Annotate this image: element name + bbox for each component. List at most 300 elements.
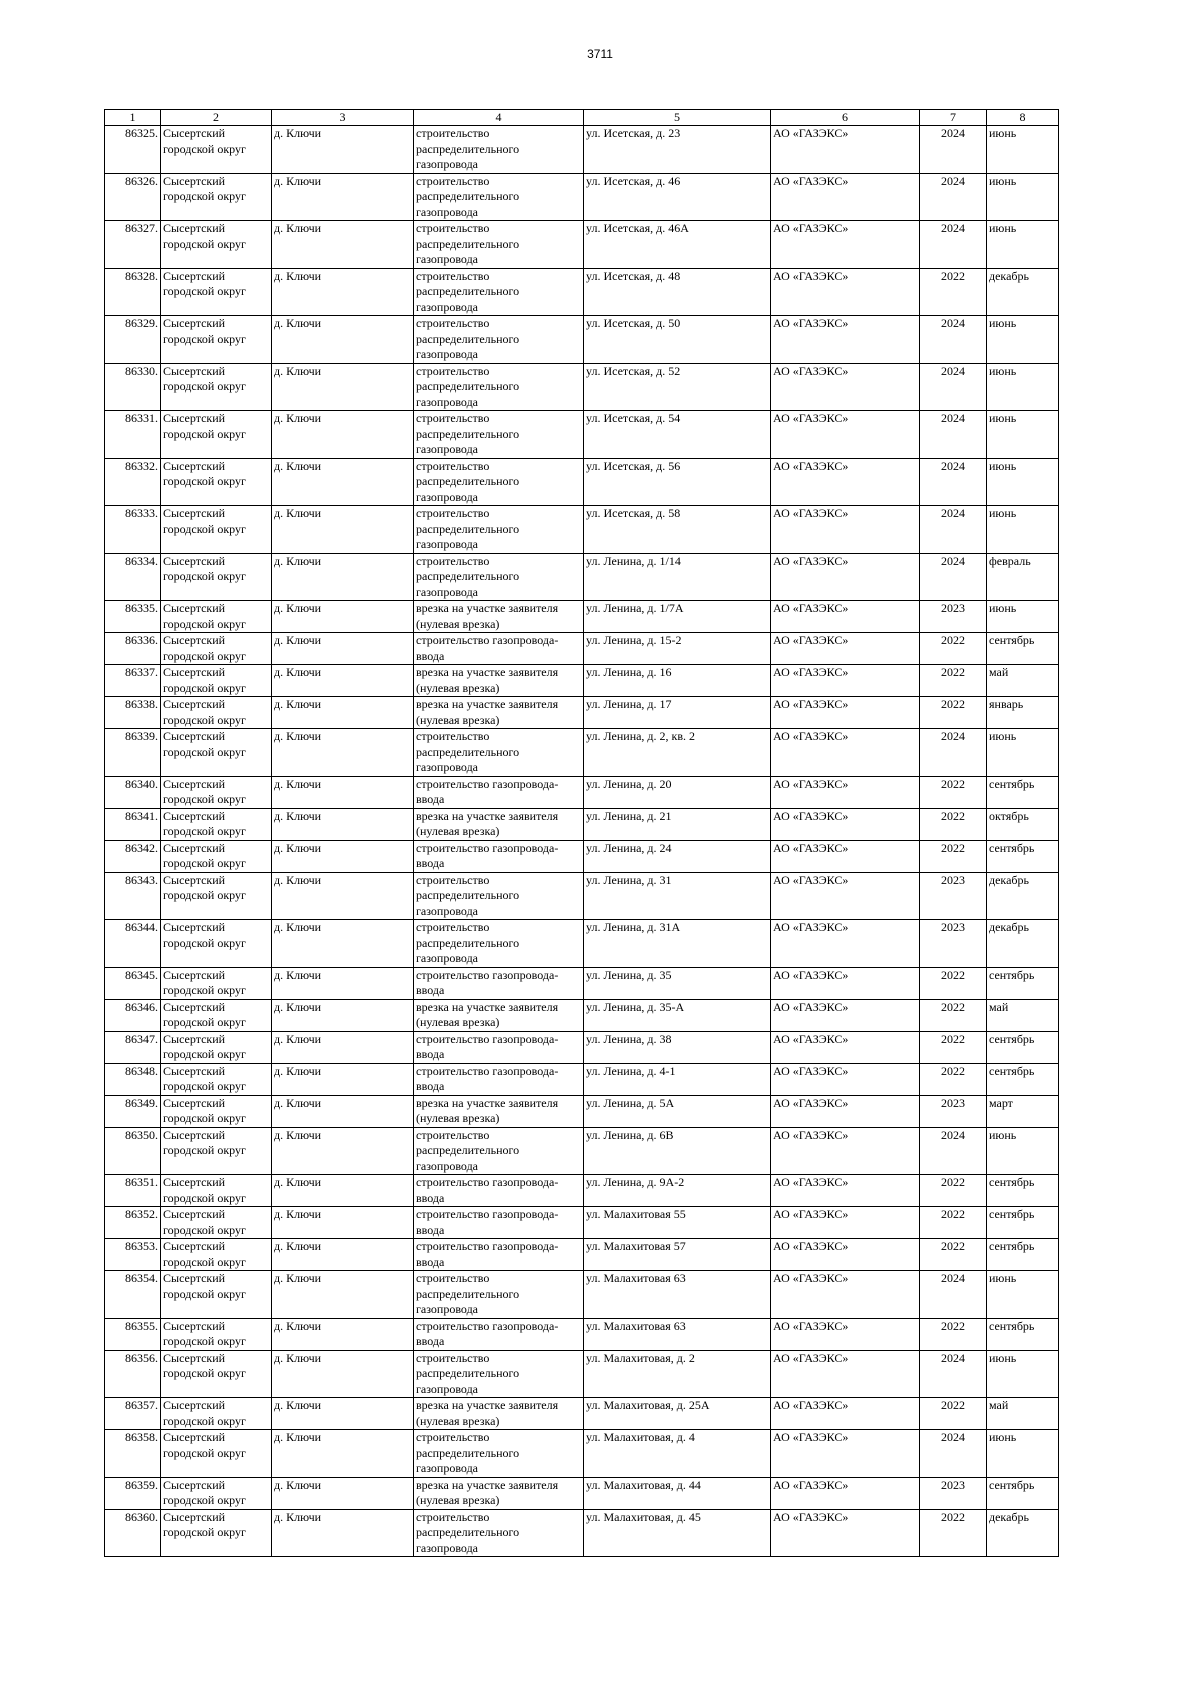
organization-cell: АО «ГАЗЭКС» bbox=[771, 1430, 920, 1478]
address-cell: ул. Малахитовая, д. 4 bbox=[584, 1430, 771, 1478]
month-cell: сентябрь bbox=[987, 776, 1059, 808]
locality-cell: д. Ключи bbox=[272, 1477, 414, 1509]
work-type-cell: строительство распределительного газопровода bbox=[414, 1271, 584, 1319]
month-cell: январь bbox=[987, 697, 1059, 729]
organization-cell: АО «ГАЗЭКС» bbox=[771, 316, 920, 364]
work-type-cell: строительство газопровода-ввода bbox=[414, 1031, 584, 1063]
month-cell: май bbox=[987, 1398, 1059, 1430]
address-cell: ул. Ленина, д. 5А bbox=[584, 1095, 771, 1127]
month-cell: сентябрь bbox=[987, 1477, 1059, 1509]
work-type-cell: строительство распределительного газопровода bbox=[414, 316, 584, 364]
year-cell: 2022 bbox=[920, 1207, 987, 1239]
district-cell: Сысертский городской округ bbox=[161, 840, 272, 872]
locality-cell: д. Ключи bbox=[272, 316, 414, 364]
row-number: 86352. bbox=[105, 1207, 161, 1239]
organization-cell: АО «ГАЗЭКС» bbox=[771, 1095, 920, 1127]
month-cell: сентябрь bbox=[987, 1175, 1059, 1207]
organization-cell: АО «ГАЗЭКС» bbox=[771, 601, 920, 633]
month-cell: июнь bbox=[987, 173, 1059, 221]
locality-cell: д. Ключи bbox=[272, 776, 414, 808]
district-cell: Сысертский городской округ bbox=[161, 633, 272, 665]
table-row bbox=[105, 729, 1059, 777]
district-cell: Сысертский городской округ bbox=[161, 1350, 272, 1398]
year-cell: 2022 bbox=[920, 1063, 987, 1095]
table-row bbox=[105, 967, 1059, 999]
year-cell: 2024 bbox=[920, 363, 987, 411]
district-cell: Сысертский городской округ bbox=[161, 1031, 272, 1063]
district-cell: Сысертский городской округ bbox=[161, 776, 272, 808]
address-cell: ул. Ленина, д. 6В bbox=[584, 1127, 771, 1175]
year-cell: 2022 bbox=[920, 967, 987, 999]
table-row bbox=[105, 1063, 1059, 1095]
year-cell: 2023 bbox=[920, 872, 987, 920]
month-cell: май bbox=[987, 665, 1059, 697]
year-cell: 2024 bbox=[920, 1271, 987, 1319]
month-cell: июнь bbox=[987, 363, 1059, 411]
month-cell: июнь bbox=[987, 458, 1059, 506]
work-type-cell: врезка на участке заявителя (нулевая врезка) bbox=[414, 601, 584, 633]
year-cell: 2022 bbox=[920, 1509, 987, 1557]
year-cell: 2024 bbox=[920, 506, 987, 554]
table-row bbox=[105, 872, 1059, 920]
work-type-cell: врезка на участке заявителя (нулевая врезка) bbox=[414, 808, 584, 840]
month-cell: сентябрь bbox=[987, 840, 1059, 872]
locality-cell: д. Ключи bbox=[272, 999, 414, 1031]
district-cell: Сысертский городской округ bbox=[161, 999, 272, 1031]
address-cell: ул. Ленина, д. 1/7А bbox=[584, 601, 771, 633]
address-cell: ул. Малахитовая 57 bbox=[584, 1239, 771, 1271]
year-cell: 2023 bbox=[920, 1095, 987, 1127]
registry-table bbox=[104, 109, 1059, 1557]
locality-cell: д. Ключи bbox=[272, 411, 414, 459]
month-cell: июнь bbox=[987, 506, 1059, 554]
row-number: 86356. bbox=[105, 1350, 161, 1398]
month-cell: сентябрь bbox=[987, 633, 1059, 665]
organization-cell: АО «ГАЗЭКС» bbox=[771, 633, 920, 665]
row-number: 86341. bbox=[105, 808, 161, 840]
work-type-cell: строительство распределительного газопровода bbox=[414, 268, 584, 316]
table-row bbox=[105, 316, 1059, 364]
district-cell: Сысертский городской округ bbox=[161, 268, 272, 316]
organization-cell: АО «ГАЗЭКС» bbox=[771, 1398, 920, 1430]
district-cell: Сысертский городской округ bbox=[161, 1318, 272, 1350]
locality-cell: д. Ключи bbox=[272, 1271, 414, 1319]
table-row bbox=[105, 999, 1059, 1031]
organization-cell: АО «ГАЗЭКС» bbox=[771, 1239, 920, 1271]
month-cell: сентябрь bbox=[987, 967, 1059, 999]
row-number: 86330. bbox=[105, 363, 161, 411]
year-cell: 2022 bbox=[920, 268, 987, 316]
row-number: 86343. bbox=[105, 872, 161, 920]
table-row bbox=[105, 808, 1059, 840]
locality-cell: д. Ключи bbox=[272, 872, 414, 920]
address-cell: ул. Исетская, д. 46А bbox=[584, 221, 771, 269]
district-cell: Сысертский городской округ bbox=[161, 1127, 272, 1175]
district-cell: Сысертский городской округ bbox=[161, 1095, 272, 1127]
work-type-cell: строительство распределительного газопровода bbox=[414, 458, 584, 506]
table-row bbox=[105, 1239, 1059, 1271]
locality-cell: д. Ключи bbox=[272, 553, 414, 601]
table-row bbox=[105, 1207, 1059, 1239]
district-cell: Сысертский городской округ bbox=[161, 126, 272, 174]
locality-cell: д. Ключи bbox=[272, 1239, 414, 1271]
district-cell: Сысертский городской округ bbox=[161, 1063, 272, 1095]
locality-cell: д. Ключи bbox=[272, 840, 414, 872]
organization-cell: АО «ГАЗЭКС» bbox=[771, 1350, 920, 1398]
work-type-cell: врезка на участке заявителя (нулевая врезка) bbox=[414, 999, 584, 1031]
district-cell: Сысертский городской округ bbox=[161, 1477, 272, 1509]
month-cell: июнь bbox=[987, 1350, 1059, 1398]
address-cell: ул. Малахитовая, д. 2 bbox=[584, 1350, 771, 1398]
year-cell: 2022 bbox=[920, 1175, 987, 1207]
month-cell: июнь bbox=[987, 126, 1059, 174]
organization-cell: АО «ГАЗЭКС» bbox=[771, 1063, 920, 1095]
month-cell: июнь bbox=[987, 411, 1059, 459]
work-type-cell: строительство газопровода-ввода bbox=[414, 1207, 584, 1239]
address-cell: ул. Малахитовая 63 bbox=[584, 1271, 771, 1319]
work-type-cell: строительство газопровода-ввода bbox=[414, 1318, 584, 1350]
registry-body bbox=[105, 126, 1059, 1557]
row-number: 86346. bbox=[105, 999, 161, 1031]
work-type-cell: строительство распределительного газопровода bbox=[414, 920, 584, 968]
table-row bbox=[105, 665, 1059, 697]
month-cell: сентябрь bbox=[987, 1207, 1059, 1239]
district-cell: Сысертский городской округ bbox=[161, 1509, 272, 1557]
row-number: 86353. bbox=[105, 1239, 161, 1271]
work-type-cell: строительство распределительного газопровода bbox=[414, 506, 584, 554]
locality-cell: д. Ключи bbox=[272, 268, 414, 316]
table-row bbox=[105, 697, 1059, 729]
work-type-cell: врезка на участке заявителя (нулевая врезка) bbox=[414, 1095, 584, 1127]
locality-cell: д. Ключи bbox=[272, 1398, 414, 1430]
organization-cell: АО «ГАЗЭКС» bbox=[771, 1509, 920, 1557]
organization-cell: АО «ГАЗЭКС» bbox=[771, 458, 920, 506]
organization-cell: АО «ГАЗЭКС» bbox=[771, 1127, 920, 1175]
work-type-cell: строительство распределительного газопровода bbox=[414, 411, 584, 459]
row-number: 86360. bbox=[105, 1509, 161, 1557]
organization-cell: АО «ГАЗЭКС» bbox=[771, 840, 920, 872]
organization-cell: АО «ГАЗЭКС» bbox=[771, 363, 920, 411]
district-cell: Сысертский городской округ bbox=[161, 601, 272, 633]
work-type-cell: строительство распределительного газопровода bbox=[414, 173, 584, 221]
month-cell: декабрь bbox=[987, 920, 1059, 968]
organization-cell: АО «ГАЗЭКС» bbox=[771, 1271, 920, 1319]
row-number: 86340. bbox=[105, 776, 161, 808]
work-type-cell: строительство газопровода-ввода bbox=[414, 1063, 584, 1095]
district-cell: Сысертский городской округ bbox=[161, 967, 272, 999]
table-row bbox=[105, 920, 1059, 968]
work-type-cell: строительство распределительного газопровода bbox=[414, 363, 584, 411]
address-cell: ул. Малахитовая, д. 44 bbox=[584, 1477, 771, 1509]
row-number: 86350. bbox=[105, 1127, 161, 1175]
work-type-cell: строительство газопровода-ввода bbox=[414, 1175, 584, 1207]
locality-cell: д. Ключи bbox=[272, 729, 414, 777]
organization-cell: АО «ГАЗЭКС» bbox=[771, 808, 920, 840]
organization-cell: АО «ГАЗЭКС» bbox=[771, 411, 920, 459]
district-cell: Сысертский городской округ bbox=[161, 1398, 272, 1430]
year-cell: 2024 bbox=[920, 1350, 987, 1398]
row-number: 86345. bbox=[105, 967, 161, 999]
table-row bbox=[105, 1430, 1059, 1478]
row-number: 86355. bbox=[105, 1318, 161, 1350]
organization-cell: АО «ГАЗЭКС» bbox=[771, 729, 920, 777]
column-header: 8 bbox=[987, 110, 1059, 126]
district-cell: Сысертский городской округ bbox=[161, 363, 272, 411]
address-cell: ул. Ленина, д. 35-А bbox=[584, 999, 771, 1031]
district-cell: Сысертский городской округ bbox=[161, 808, 272, 840]
work-type-cell: строительство распределительного газопровода bbox=[414, 872, 584, 920]
address-cell: ул. Исетская, д. 50 bbox=[584, 316, 771, 364]
row-number: 86349. bbox=[105, 1095, 161, 1127]
locality-cell: д. Ключи bbox=[272, 808, 414, 840]
row-number: 86354. bbox=[105, 1271, 161, 1319]
organization-cell: АО «ГАЗЭКС» bbox=[771, 1477, 920, 1509]
district-cell: Сысертский городской округ bbox=[161, 729, 272, 777]
table-row bbox=[105, 363, 1059, 411]
column-header: 3 bbox=[272, 110, 414, 126]
address-cell: ул. Исетская, д. 58 bbox=[584, 506, 771, 554]
month-cell: сентябрь bbox=[987, 1031, 1059, 1063]
address-cell: ул. Ленина, д. 4-1 bbox=[584, 1063, 771, 1095]
address-cell: ул. Ленина, д. 35 bbox=[584, 967, 771, 999]
year-cell: 2023 bbox=[920, 920, 987, 968]
column-header: 6 bbox=[771, 110, 920, 126]
row-number: 86339. bbox=[105, 729, 161, 777]
locality-cell: д. Ключи bbox=[272, 363, 414, 411]
district-cell: Сысертский городской округ bbox=[161, 1175, 272, 1207]
row-number: 86326. bbox=[105, 173, 161, 221]
year-cell: 2022 bbox=[920, 776, 987, 808]
district-cell: Сысертский городской округ bbox=[161, 1239, 272, 1271]
year-cell: 2022 bbox=[920, 1318, 987, 1350]
year-cell: 2022 bbox=[920, 840, 987, 872]
address-cell: ул. Ленина, д. 31А bbox=[584, 920, 771, 968]
year-cell: 2022 bbox=[920, 633, 987, 665]
work-type-cell: врезка на участке заявителя (нулевая врезка) bbox=[414, 697, 584, 729]
district-cell: Сысертский городской округ bbox=[161, 411, 272, 459]
year-cell: 2022 bbox=[920, 1031, 987, 1063]
year-cell: 2024 bbox=[920, 1430, 987, 1478]
year-cell: 2022 bbox=[920, 999, 987, 1031]
row-number: 86348. bbox=[105, 1063, 161, 1095]
year-cell: 2022 bbox=[920, 665, 987, 697]
table-row bbox=[105, 506, 1059, 554]
work-type-cell: врезка на участке заявителя (нулевая врезка) bbox=[414, 665, 584, 697]
locality-cell: д. Ключи bbox=[272, 920, 414, 968]
row-number: 86357. bbox=[105, 1398, 161, 1430]
month-cell: октябрь bbox=[987, 808, 1059, 840]
locality-cell: д. Ключи bbox=[272, 633, 414, 665]
organization-cell: АО «ГАЗЭКС» bbox=[771, 999, 920, 1031]
work-type-cell: строительство распределительного газопровода bbox=[414, 1430, 584, 1478]
table-row bbox=[105, 126, 1059, 174]
month-cell: сентябрь bbox=[987, 1239, 1059, 1271]
year-cell: 2022 bbox=[920, 1398, 987, 1430]
row-number: 86327. bbox=[105, 221, 161, 269]
locality-cell: д. Ключи bbox=[272, 126, 414, 174]
table-row bbox=[105, 458, 1059, 506]
row-number: 86347. bbox=[105, 1031, 161, 1063]
row-number: 86334. bbox=[105, 553, 161, 601]
organization-cell: АО «ГАЗЭКС» bbox=[771, 920, 920, 968]
year-cell: 2024 bbox=[920, 729, 987, 777]
month-cell: июнь bbox=[987, 729, 1059, 777]
month-cell: февраль bbox=[987, 553, 1059, 601]
work-type-cell: строительство газопровода-ввода bbox=[414, 967, 584, 999]
district-cell: Сысертский городской округ bbox=[161, 316, 272, 364]
district-cell: Сысертский городской округ bbox=[161, 506, 272, 554]
work-type-cell: строительство распределительного газопровода bbox=[414, 1127, 584, 1175]
table-row bbox=[105, 1477, 1059, 1509]
locality-cell: д. Ключи bbox=[272, 506, 414, 554]
organization-cell: АО «ГАЗЭКС» bbox=[771, 553, 920, 601]
table-row bbox=[105, 1031, 1059, 1063]
district-cell: Сысертский городской округ bbox=[161, 920, 272, 968]
month-cell: декабрь bbox=[987, 872, 1059, 920]
row-number: 86329. bbox=[105, 316, 161, 364]
work-type-cell: строительство газопровода-ввода bbox=[414, 840, 584, 872]
organization-cell: АО «ГАЗЭКС» bbox=[771, 1207, 920, 1239]
address-cell: ул. Ленина, д. 24 bbox=[584, 840, 771, 872]
table-row bbox=[105, 601, 1059, 633]
page-number: 3711 bbox=[587, 47, 613, 61]
column-header: 4 bbox=[414, 110, 584, 126]
table-row bbox=[105, 1271, 1059, 1319]
work-type-cell: строительство распределительного газопровода bbox=[414, 221, 584, 269]
address-cell: ул. Ленина, д. 21 bbox=[584, 808, 771, 840]
column-header: 5 bbox=[584, 110, 771, 126]
address-cell: ул. Исетская, д. 23 bbox=[584, 126, 771, 174]
table-row bbox=[105, 1509, 1059, 1557]
address-cell: ул. Ленина, д. 17 bbox=[584, 697, 771, 729]
month-cell: июнь bbox=[987, 1430, 1059, 1478]
row-number: 86333. bbox=[105, 506, 161, 554]
row-number: 86344. bbox=[105, 920, 161, 968]
district-cell: Сысертский городской округ bbox=[161, 1207, 272, 1239]
organization-cell: АО «ГАЗЭКС» bbox=[771, 872, 920, 920]
table-row bbox=[105, 1398, 1059, 1430]
year-cell: 2024 bbox=[920, 221, 987, 269]
row-number: 86359. bbox=[105, 1477, 161, 1509]
address-cell: ул. Исетская, д. 54 bbox=[584, 411, 771, 459]
locality-cell: д. Ключи bbox=[272, 1063, 414, 1095]
address-cell: ул. Ленина, д. 1/14 bbox=[584, 553, 771, 601]
month-cell: сентябрь bbox=[987, 1318, 1059, 1350]
row-number: 86336. bbox=[105, 633, 161, 665]
table-row bbox=[105, 1127, 1059, 1175]
year-cell: 2024 bbox=[920, 458, 987, 506]
year-cell: 2024 bbox=[920, 553, 987, 601]
column-header: 1 bbox=[105, 110, 161, 126]
column-header: 7 bbox=[920, 110, 987, 126]
locality-cell: д. Ключи bbox=[272, 601, 414, 633]
year-cell: 2024 bbox=[920, 173, 987, 221]
row-number: 86342. bbox=[105, 840, 161, 872]
work-type-cell: строительство газопровода-ввода bbox=[414, 1239, 584, 1271]
work-type-cell: врезка на участке заявителя (нулевая врезка) bbox=[414, 1398, 584, 1430]
address-cell: ул. Ленина, д. 31 bbox=[584, 872, 771, 920]
month-cell: июнь bbox=[987, 1127, 1059, 1175]
column-number-row bbox=[105, 110, 1059, 126]
address-cell: ул. Исетская, д. 56 bbox=[584, 458, 771, 506]
locality-cell: д. Ключи bbox=[272, 1031, 414, 1063]
address-cell: ул. Ленина, д. 38 bbox=[584, 1031, 771, 1063]
locality-cell: д. Ключи bbox=[272, 1127, 414, 1175]
month-cell: июнь bbox=[987, 1271, 1059, 1319]
work-type-cell: строительство распределительного газопровода bbox=[414, 1350, 584, 1398]
table-row bbox=[105, 1318, 1059, 1350]
organization-cell: АО «ГАЗЭКС» bbox=[771, 697, 920, 729]
month-cell: июнь bbox=[987, 221, 1059, 269]
locality-cell: д. Ключи bbox=[272, 1095, 414, 1127]
locality-cell: д. Ключи bbox=[272, 967, 414, 999]
organization-cell: АО «ГАЗЭКС» bbox=[771, 1318, 920, 1350]
locality-cell: д. Ключи bbox=[272, 697, 414, 729]
locality-cell: д. Ключи bbox=[272, 458, 414, 506]
address-cell: ул. Исетская, д. 52 bbox=[584, 363, 771, 411]
district-cell: Сысертский городской округ bbox=[161, 1271, 272, 1319]
month-cell: июнь bbox=[987, 601, 1059, 633]
locality-cell: д. Ключи bbox=[272, 1175, 414, 1207]
address-cell: ул. Малахитовая 63 bbox=[584, 1318, 771, 1350]
locality-cell: д. Ключи bbox=[272, 1350, 414, 1398]
year-cell: 2024 bbox=[920, 126, 987, 174]
locality-cell: д. Ключи bbox=[272, 1430, 414, 1478]
row-number: 86325. bbox=[105, 126, 161, 174]
address-cell: ул. Ленина, д. 15-2 bbox=[584, 633, 771, 665]
table-row bbox=[105, 776, 1059, 808]
address-cell: ул. Ленина, д. 20 bbox=[584, 776, 771, 808]
table-row bbox=[105, 411, 1059, 459]
work-type-cell: строительство распределительного газопровода bbox=[414, 729, 584, 777]
district-cell: Сысертский городской округ bbox=[161, 872, 272, 920]
organization-cell: АО «ГАЗЭКС» bbox=[771, 126, 920, 174]
year-cell: 2024 bbox=[920, 316, 987, 364]
locality-cell: д. Ключи bbox=[272, 665, 414, 697]
district-cell: Сысертский городской округ bbox=[161, 697, 272, 729]
month-cell: декабрь bbox=[987, 268, 1059, 316]
organization-cell: АО «ГАЗЭКС» bbox=[771, 665, 920, 697]
year-cell: 2022 bbox=[920, 697, 987, 729]
year-cell: 2023 bbox=[920, 1477, 987, 1509]
table-row bbox=[105, 1350, 1059, 1398]
year-cell: 2023 bbox=[920, 601, 987, 633]
address-cell: ул. Ленина, д. 2, кв. 2 bbox=[584, 729, 771, 777]
row-number: 86337. bbox=[105, 665, 161, 697]
locality-cell: д. Ключи bbox=[272, 221, 414, 269]
district-cell: Сысертский городской округ bbox=[161, 173, 272, 221]
district-cell: Сысертский городской округ bbox=[161, 665, 272, 697]
organization-cell: АО «ГАЗЭКС» bbox=[771, 1031, 920, 1063]
locality-cell: д. Ключи bbox=[272, 1509, 414, 1557]
year-cell: 2022 bbox=[920, 1239, 987, 1271]
address-cell: ул. Малахитовая 55 bbox=[584, 1207, 771, 1239]
organization-cell: АО «ГАЗЭКС» bbox=[771, 221, 920, 269]
year-cell: 2024 bbox=[920, 411, 987, 459]
organization-cell: АО «ГАЗЭКС» bbox=[771, 776, 920, 808]
month-cell: май bbox=[987, 999, 1059, 1031]
organization-cell: АО «ГАЗЭКС» bbox=[771, 173, 920, 221]
row-number: 86332. bbox=[105, 458, 161, 506]
table-row bbox=[105, 553, 1059, 601]
row-number: 86351. bbox=[105, 1175, 161, 1207]
locality-cell: д. Ключи bbox=[272, 173, 414, 221]
address-cell: ул. Исетская, д. 48 bbox=[584, 268, 771, 316]
address-cell: ул. Ленина, д. 16 bbox=[584, 665, 771, 697]
organization-cell: АО «ГАЗЭКС» bbox=[771, 506, 920, 554]
locality-cell: д. Ключи bbox=[272, 1318, 414, 1350]
table-row bbox=[105, 840, 1059, 872]
